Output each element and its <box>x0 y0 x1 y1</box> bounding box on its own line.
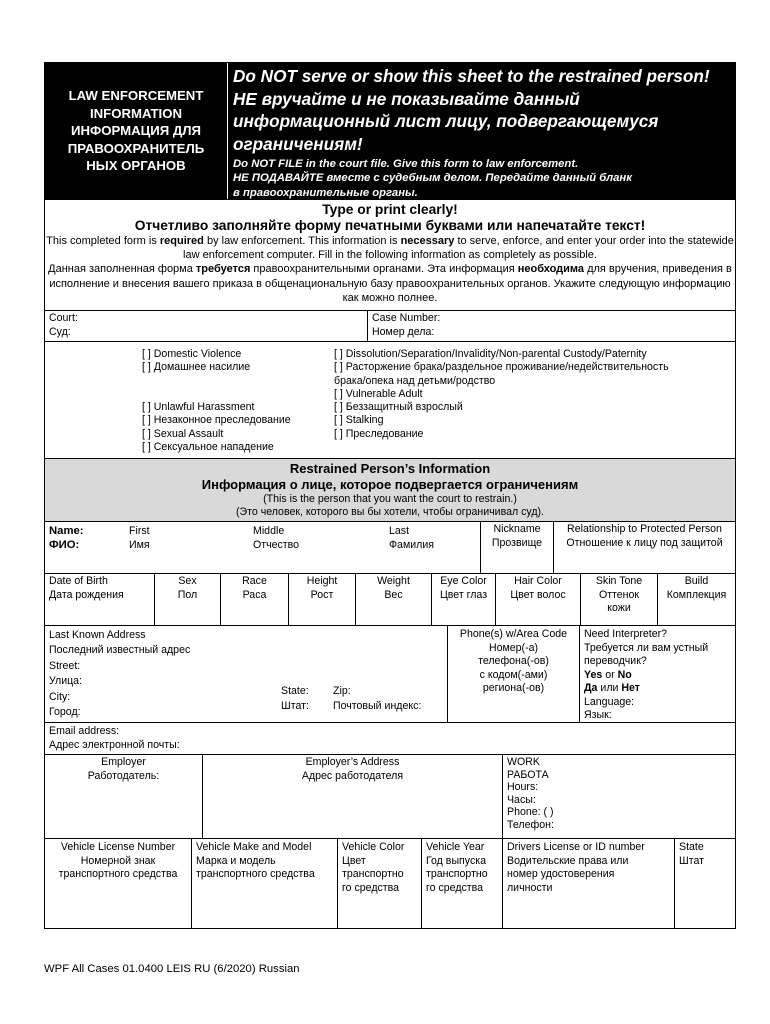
drivers-license-field[interactable]: Drivers License or ID number Водительские права или номер удостоверения личности <box>502 839 674 928</box>
vehicle-color-field[interactable]: Vehicle Color Цвет транспортно го средства <box>337 839 421 928</box>
emphasis-necessary-ru: необходима <box>517 263 585 276</box>
physical-description-row <box>45 573 735 625</box>
vehicle-row <box>45 838 735 928</box>
text-fragment: правоохранительными органами. Эта информация <box>250 263 518 276</box>
license-state-field[interactable]: State Штат <box>674 839 735 928</box>
instructions-title-en: Type or print clearly! <box>322 202 458 217</box>
work-hours-phone-field[interactable]: WORK РАБОТА Hours: Часы: Phone: ( ) Телефон: <box>502 755 735 838</box>
name-row <box>45 521 735 573</box>
text-fragment: или <box>597 682 622 694</box>
middle-name-field[interactable]: Middle Отчество <box>253 525 300 551</box>
interpreter-yes-no[interactable] <box>584 669 731 683</box>
no-option[interactable]: No <box>617 668 632 681</box>
email-row <box>45 722 735 754</box>
da-option[interactable]: Да <box>584 682 598 694</box>
court-row <box>45 310 735 341</box>
eye-color-field[interactable]: Eye Color Цвет глаз <box>431 574 495 625</box>
hair-color-field[interactable]: Hair Color Цвет волос <box>495 574 580 625</box>
interpreter-question: Need Interpreter? Требуется ли вам устный переводчик? <box>584 628 709 667</box>
address-field[interactable]: Last Known Address Последний известный адрес Street: Улица: City: Город: <box>49 629 191 719</box>
relationship-field[interactable]: Relationship to Protected Person Отношение к лицу под защитой <box>553 522 735 573</box>
emphasis-necessary: necessary <box>400 235 455 247</box>
phones-field[interactable]: Phone(s) w/Area Code Номер(-а) телефона(-ов) с кодом(-ами) региона(-ов) <box>447 626 579 722</box>
weight-field[interactable]: Weight Вес <box>355 574 431 625</box>
text-fragment: by law enforcement. This information is <box>203 235 401 247</box>
email-field[interactable]: Email address: Адрес электронной почты: <box>49 725 180 751</box>
text-fragment: to serve, enforce, and enter your order into the statewide law enforcement computer. Fill in the following information as completely as possible. <box>183 235 734 262</box>
employer-row <box>45 754 735 838</box>
skin-tone-field[interactable]: Skin Tone Оттенок кожи <box>580 574 657 625</box>
race-field[interactable]: Race Раса <box>220 574 288 625</box>
state-field[interactable]: State: Штат: <box>281 685 309 713</box>
sex-field[interactable]: Sex Пол <box>154 574 220 625</box>
court-field[interactable]: Court: Суд: <box>49 312 78 338</box>
instructions-section <box>45 199 735 310</box>
interpreter-field[interactable] <box>579 626 735 722</box>
warning-en: Do NOT serve or show this sheet to the restrained person! <box>233 66 710 86</box>
address-row <box>45 625 735 722</box>
restrained-title-ru: Информация о лице, которое подвергается ограничениям <box>201 477 579 492</box>
employer-address-field[interactable]: Employer’s Address Адрес работодателя <box>202 755 502 838</box>
text-fragment: для вручения, приведения в исполнение и внесения вашего приказа в общенациональную базу правоохранительных органов. Укажите следующую информацию как можно полнее. <box>49 263 732 304</box>
vehicle-make-field[interactable]: Vehicle Make and Model Марка и модель транспортного средства <box>191 839 337 928</box>
restrained-sub-en: (This is the person that you want the court to restrain.) <box>263 493 517 505</box>
text-fragment: or <box>602 668 618 681</box>
language-field[interactable]: Language: Язык: <box>584 695 635 721</box>
restrained-sub-ru: (Это человек, которого вы бы хотели, чтобы ограничивал суд). <box>235 506 544 518</box>
zip-field[interactable]: Zip: Почтовый индекс: <box>333 685 422 713</box>
vehicle-year-field[interactable]: Vehicle Year Год выпуска транспортно го средства <box>421 839 502 928</box>
net-option[interactable]: Нет <box>621 682 640 694</box>
instructions-paragraph-ru <box>45 262 735 305</box>
file-note: Do NOT FILE in the court file. Give this form to law enforcement. НЕ ПОДАВАЙТЕ вместе с судебным делом. Передайте данный бланк в правоохранительные органы. <box>233 158 632 199</box>
first-name-field[interactable]: First Имя <box>129 525 150 551</box>
instructions-title-ru: Отчетливо заполняйте форму печатными буквами или напечатайте текст! <box>134 218 646 233</box>
yes-option[interactable]: Yes <box>584 668 603 681</box>
employer-field[interactable]: Employer Работодатель: <box>87 756 160 782</box>
case-types-left[interactable]: [ ] Domestic Violence [ ] Домашнее насилие [ ] Unlawful Harassment [ ] Незаконное преследование [ ] Sexual Assault [ ] Сексуальное нападение <box>142 348 291 454</box>
header-title-box <box>45 63 228 199</box>
form-header <box>45 63 735 199</box>
warning-ru: НЕ вручайте и не показывайте данный информационный лист лицу, подвергающемуся ограничениям! <box>233 88 659 154</box>
text-fragment: Данная заполненная форма <box>48 263 196 276</box>
interpreter-da-net[interactable] <box>584 682 731 696</box>
case-types-right[interactable]: [ ] Dissolution/Separation/Invalidity/Non-parental Custody/Paternity [ ] Расторжение брака/раздельное проживание/недействительность брака/опека над детьми/родство [ ] Vulnerable Adult [ ] Беззащитный взрослый [ ] Stalking [ ] Преследование <box>334 348 669 440</box>
vehicle-license-field[interactable]: Vehicle License Number Номерной знак транспортного средства <box>58 841 178 880</box>
text-fragment: This completed form is <box>46 235 160 247</box>
emphasis-required-ru: требуется <box>195 263 251 276</box>
header-left-title: LAW ENFORCEMENT INFORMATION ИНФОРМАЦИЯ ДЛЯ ПРАВООХРАНИТЕЛЬ НЫХ ОРГАНОВ <box>67 88 205 174</box>
emphasis-required: required <box>159 235 204 247</box>
case-number-field[interactable]: Case Number: Номер дела: <box>367 311 735 341</box>
build-field[interactable]: Build Комплекция <box>657 574 735 625</box>
height-field[interactable]: Height Рост <box>288 574 355 625</box>
last-name-field[interactable]: Last Фамилия <box>389 525 434 551</box>
law-enforcement-form <box>44 62 736 929</box>
nickname-field[interactable]: Nickname Прозвище <box>480 522 553 573</box>
restrained-person-heading <box>45 458 735 521</box>
dob-field[interactable]: Date of Birth Дата рождения <box>49 575 124 601</box>
header-warning-box <box>233 65 733 200</box>
case-type-section <box>45 341 735 458</box>
instructions-paragraph-en <box>45 234 735 262</box>
name-label: Name: ФИО: <box>49 525 84 551</box>
form-footer-code: WPF All Cases 01.0400 LEIS RU (6/2020) Russian <box>44 963 300 975</box>
restrained-title-en: Restrained Person’s Information <box>289 461 491 476</box>
